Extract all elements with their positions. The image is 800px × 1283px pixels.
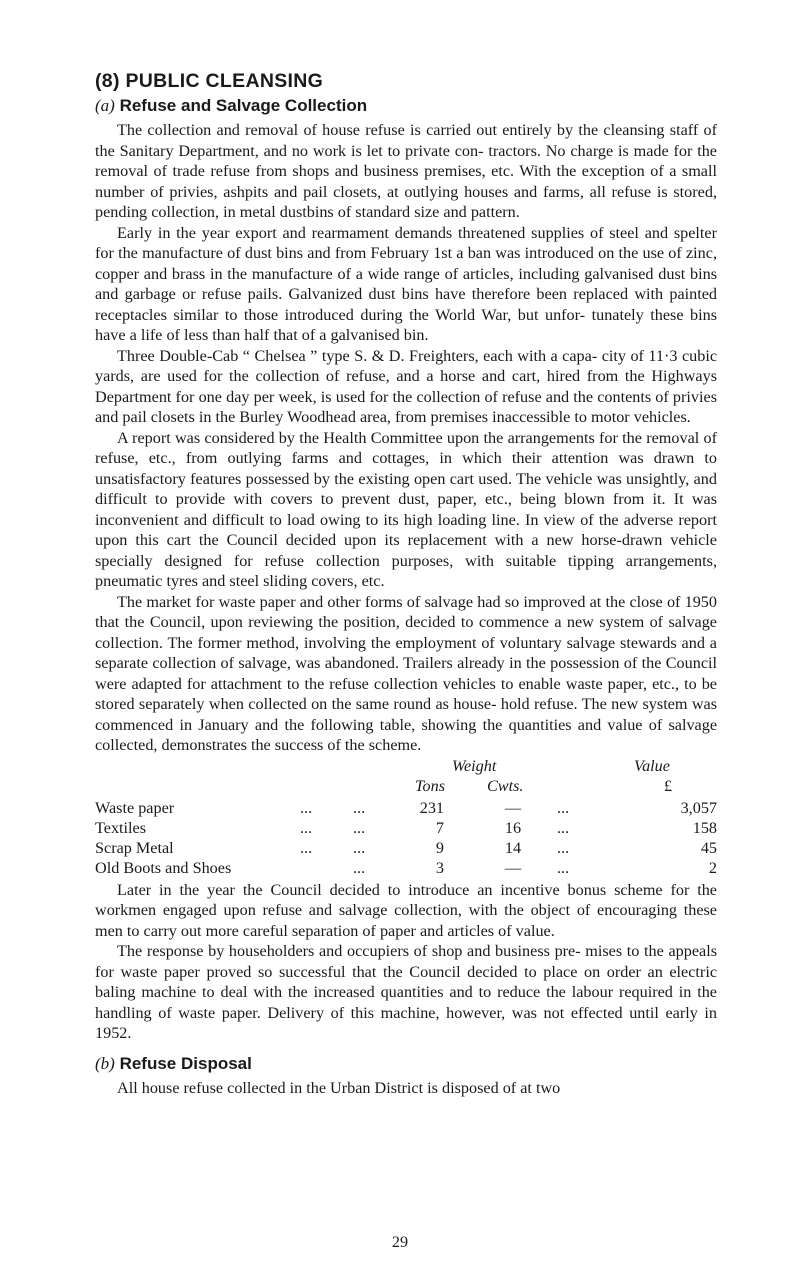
table-row-item: Scrap Metal <box>95 838 174 857</box>
table-cell-tons: 3 <box>435 858 444 877</box>
subsection-b-title: Refuse Disposal <box>119 1053 252 1073</box>
table-row-item: Old Boots and Shoes <box>95 858 232 877</box>
subsection-b-heading: (b) Refuse Disposal <box>95 1053 252 1073</box>
leader-dots: ... <box>353 838 366 857</box>
leader-dots: ... <box>353 818 366 837</box>
leader-dots: ... <box>557 858 570 877</box>
salvage-table <box>95 756 717 880</box>
table-cell-cwts: 16 <box>504 818 522 837</box>
table-cell-cwts: — <box>504 798 522 817</box>
table-cell-value: 158 <box>692 818 717 837</box>
paragraph: Three Double-Cab “ Chelsea ” type S. & D. Freighters, each with a capa- city of 11·3 cubic yards, are used for the collection of refuse, and a horse and cart, hired from the Highways Department for one day per week, is used for the collection of refuse and the contents of privies and pail closets in the Burley Woodhead area, from premises inaccessible to motor vehicles. <box>95 346 717 426</box>
paragraph: Early in the year export and rearmament demands threatened supplies of steel and spelter for the manufacture of dust bins and from February 1st a ban was introduced on the use of zinc, copper and brass in the manufacture of a wide range of articles, including galvanised dust bins and garbage or refuse pails. Galvanized dust bins have therefore been replaced with painted receptacles similar to those introduced during the World War, but unfor- tunately these bins have a life of less than half that of a galvanised bin. <box>95 223 717 344</box>
table-cell-value: 45 <box>700 838 717 857</box>
table-cell-tons: 231 <box>419 798 444 817</box>
table-cell-cwts: — <box>504 858 522 877</box>
paragraph: The market for waste paper and other forms of salvage had so improved at the close of 1950 that the Council, upon reviewing the position, decided to commence a new system of salvage collection. The former method, involving the employment of voluntary salvage stewards and a separate collection of salvage, was abandoned. Trailers already in the possession of the Council were adapted for attachment to the refuse collection vehicles to enable waste paper, etc., to be stored separately when collected on the same round as house- hold refuse. The new system was commenced in January and the following table, showing the quantities and value of salvage collected, demonstrates the success of the scheme. <box>95 592 717 754</box>
paragraph: The response by householders and occupiers of shop and business pre- mises to the appeals for waste paper proved so successful that the Council decided to place on order an electric baling machine to deal with the increased quantities and to reduce the labour required in the handling of waste paper. Delivery of this machine, however, was not effected until early in 1952. <box>95 942 717 1042</box>
leader-dots: ... <box>353 858 366 877</box>
leader-dots: ... <box>300 818 313 837</box>
weight-header: Weight <box>452 756 497 775</box>
paragraph: A report was considered by the Health Committee upon the arrangements for the removal of refuse, etc., from outlying farms and cottages, in which their attention was drawn to unsatisfactory features possessed by the existing open cart used. The vehicle was unsightly, and difficult to provide with covers to prevent dust, paper, etc., being blown from it. It was inconvenient and difficult to load owing to its high loading line. In view of the adverse report upon this cart the Council decided upon its replacement with a new horse-drawn vehicle specially designed for refuse collection purposes, with suitable tipping arrangements, pneumatic tyres and steel sliding covers, etc. <box>95 428 717 590</box>
leader-dots: ... <box>557 818 570 837</box>
table-cell-tons: 7 <box>435 818 444 837</box>
section-heading: (8) PUBLIC CLEANSING <box>95 70 324 92</box>
table-cell-tons: 9 <box>435 838 444 857</box>
tons-header: Tons <box>415 776 446 795</box>
subsection-a-letter: a <box>100 96 110 115</box>
table-cell-cwts: 14 <box>504 838 522 857</box>
cwts-header: Cwts. <box>487 776 524 795</box>
subsection-b-letter: b <box>100 1053 110 1073</box>
currency-header: £ <box>664 776 673 795</box>
paragraph: All house refuse collected in the Urban District is disposed of at two <box>117 1078 561 1097</box>
value-header: Value <box>634 756 670 775</box>
table-cell-value: 2 <box>708 858 717 877</box>
leader-dots: ... <box>353 798 366 817</box>
table-cell-value: 3,057 <box>680 798 717 817</box>
paragraph: The collection and removal of house refuse is carried out entirely by the cleansing staff of the Sanitary Department, and no work is let to private con- tractors. No charge is made for the removal of trade refuse from shops and business premises, etc. With the exception of a small number of privies, ashpits and pail closets, at outlying houses and farms, all refuse is stored, pending collection, in metal dustbins of standard size and pattern. <box>95 121 717 221</box>
leader-dots: ... <box>300 838 313 857</box>
leader-dots: ... <box>300 798 313 817</box>
table-row-item: Textiles <box>95 818 147 837</box>
page-content <box>95 70 717 1098</box>
subsection-a-title: Refuse and Salvage Collection <box>119 96 368 115</box>
paragraph: Later in the year the Council decided to introduce an incentive bonus scheme for the workmen engaged upon refuse and salvage collection, with the object of encouraging these men to carry out more careful separation of paper and articles of value. <box>95 880 717 940</box>
leader-dots: ... <box>557 838 570 857</box>
subsection-a-heading: (a) Refuse and Salvage Collection <box>95 96 368 115</box>
table-row-item: Waste paper <box>95 798 175 817</box>
page-number: 29 <box>391 1233 409 1251</box>
leader-dots: ... <box>557 798 570 817</box>
